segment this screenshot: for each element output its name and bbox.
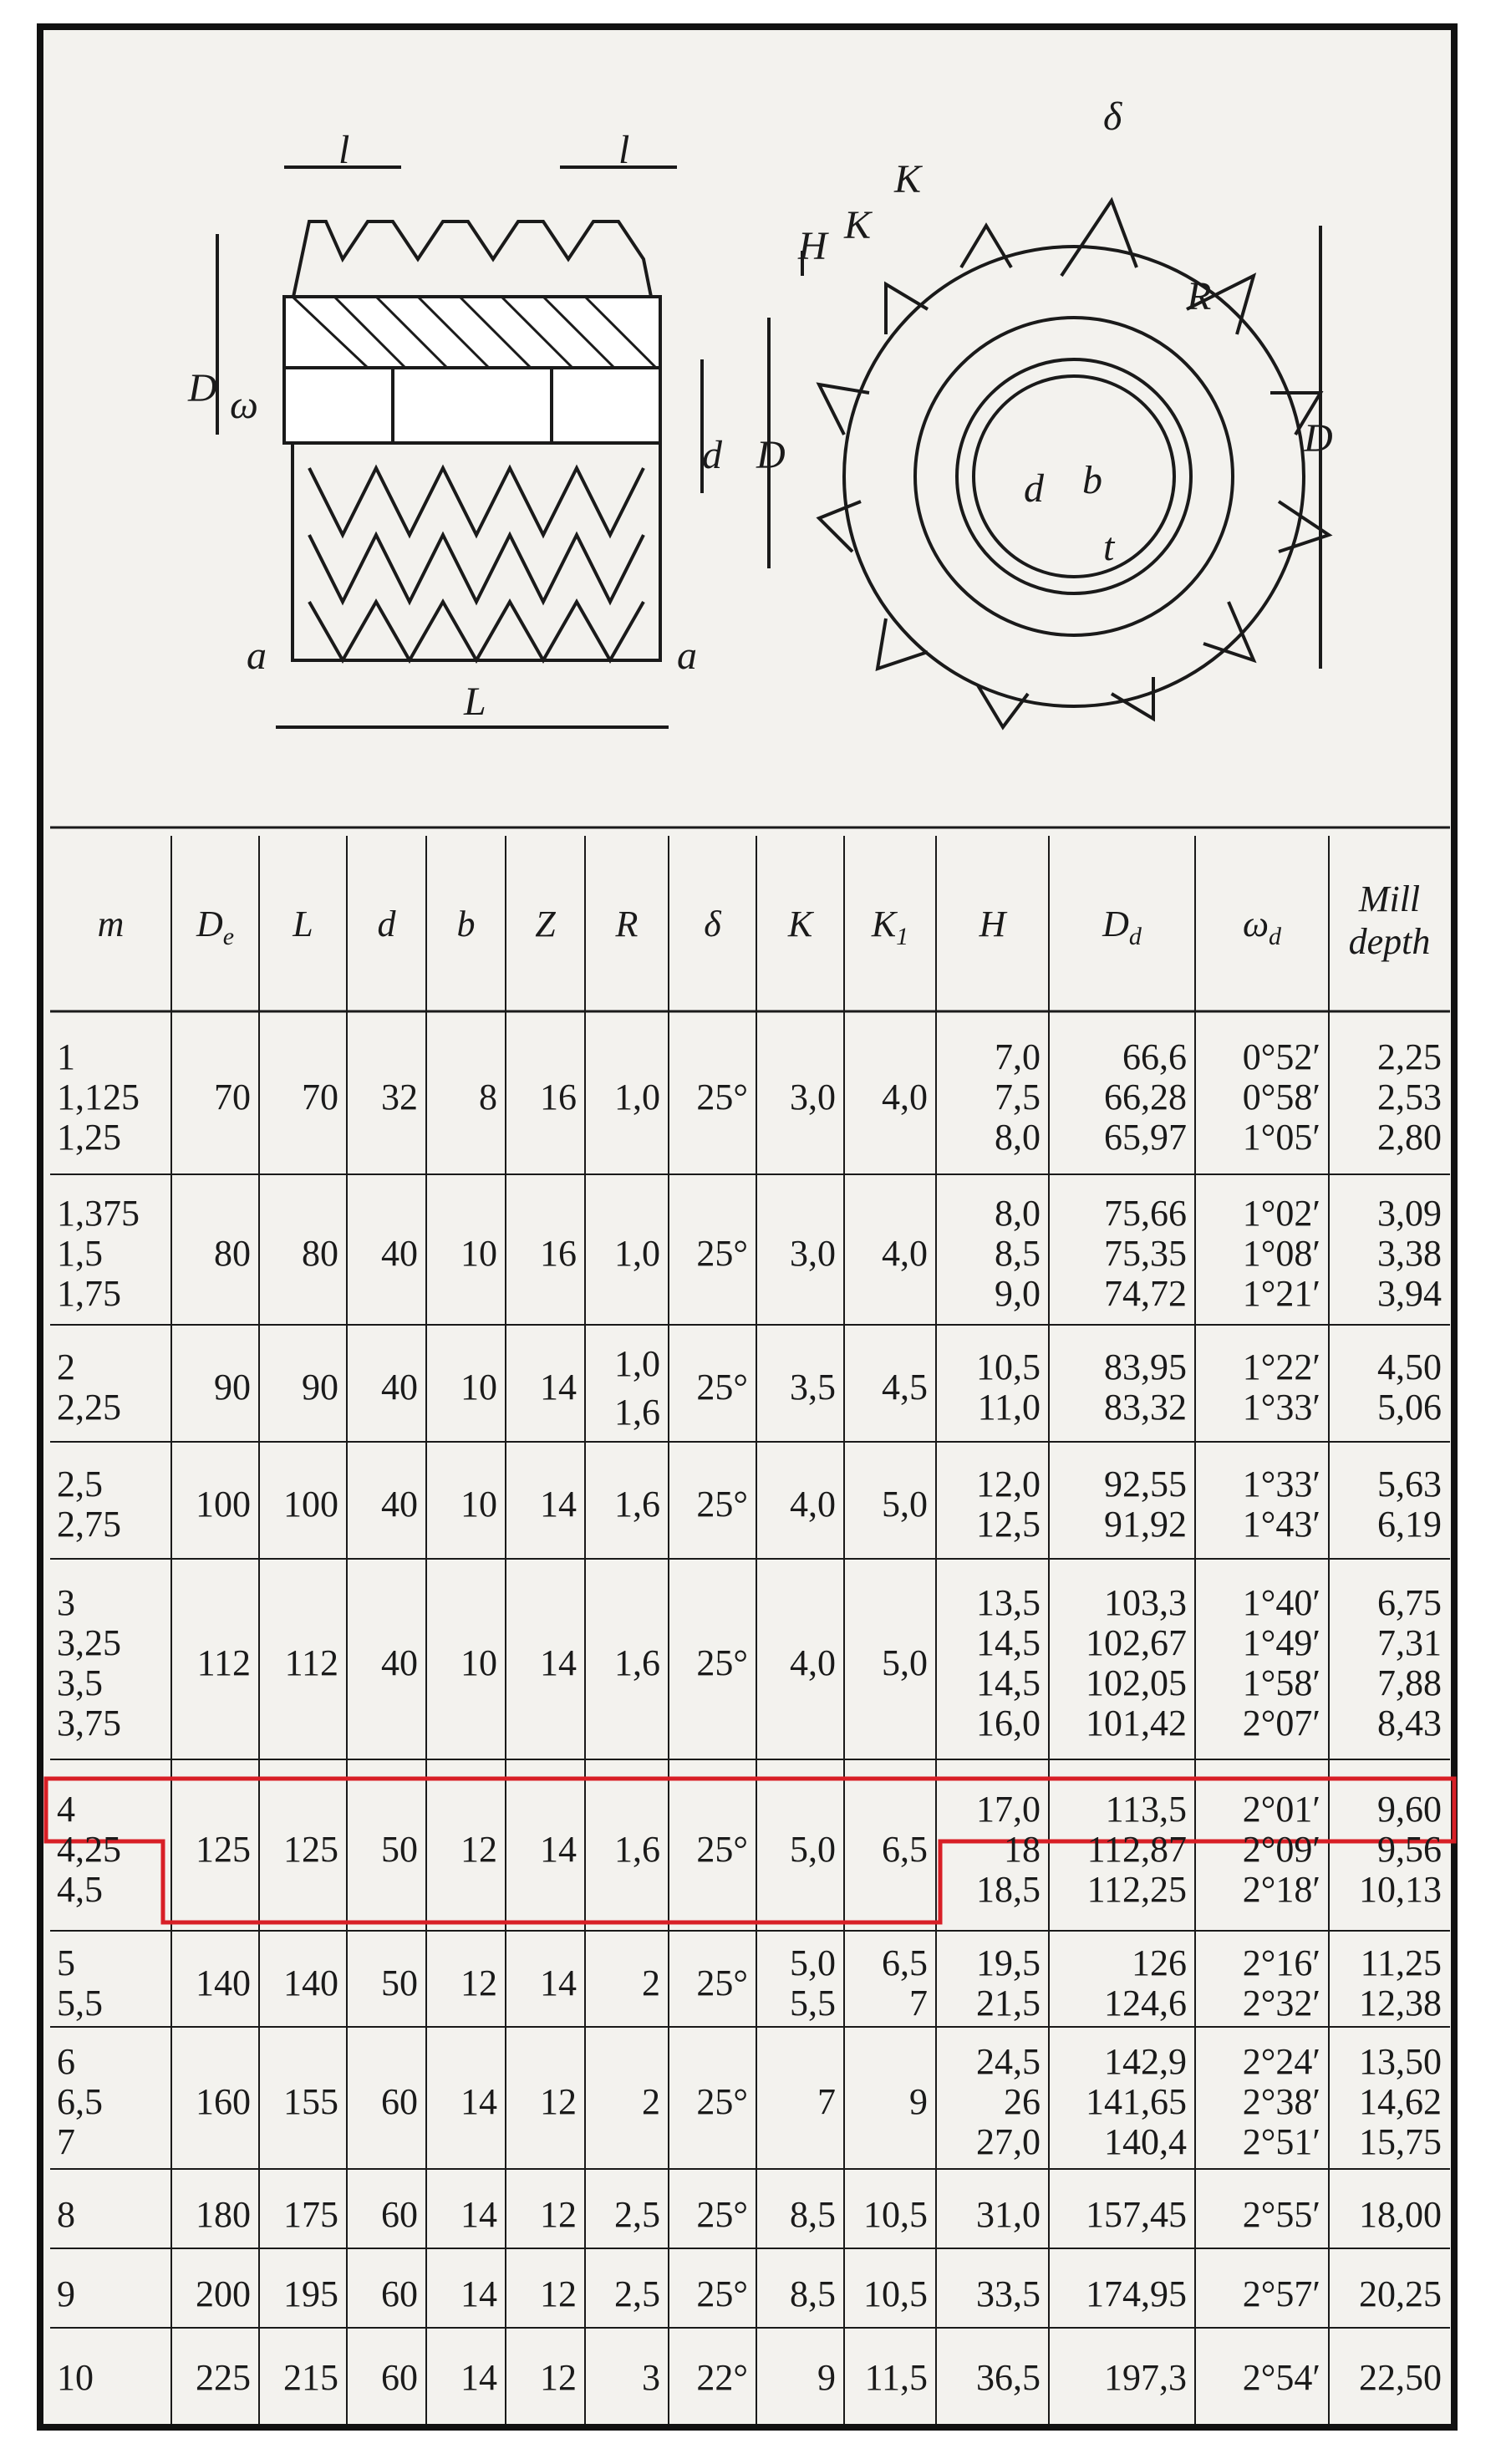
header-label: δ [704, 904, 721, 944]
table-cell: 200 [196, 2273, 251, 2314]
table-cell: 1,375 1,5 1,75 [57, 1193, 140, 1314]
table-cell: 112 [196, 1642, 251, 1683]
table-cell: 1 1,125 1,25 [57, 1036, 140, 1158]
table-cell: 60 [381, 2273, 418, 2314]
table-cell: 5,0 [882, 1484, 928, 1525]
table-cell: 70 [302, 1076, 338, 1117]
table-cell: 142,9 141,65 140,4 [1086, 2041, 1187, 2162]
table-cell: 4,0 [882, 1233, 928, 1274]
table-cell: 160 [196, 2081, 251, 2122]
column-header [1195, 903, 1329, 951]
table-cell: 9 [817, 2357, 836, 2398]
table-cell: 195 [283, 2273, 338, 2314]
table-cell: 10,5 11,0 [976, 1347, 1041, 1428]
table-cell: 1°33′ 1°43′ [1242, 1464, 1320, 1545]
table-cell: 40 [381, 1233, 418, 1274]
table-cell: 32 [381, 1076, 418, 1117]
table-cell: 14 [540, 1962, 577, 2003]
table-cell: 2 [642, 1962, 660, 2003]
table-cell: 2°55′ [1242, 2194, 1320, 2235]
table-cell: 1,6 [614, 1828, 660, 1870]
table-cell: 14 [460, 2357, 497, 2398]
table-cell: 175 [283, 2194, 338, 2235]
table-cell: 8,5 [790, 2194, 836, 2235]
table-cell: 13,50 14,62 15,75 [1359, 2041, 1442, 2162]
table-cell: 2°54′ [1242, 2357, 1320, 2398]
table-cell: 14 [460, 2081, 497, 2122]
svg-text:δ: δ [1103, 94, 1122, 139]
table-cell: 1,6 [614, 1642, 660, 1683]
table-cell: 66,6 66,28 65,97 [1104, 1036, 1187, 1158]
svg-text:t: t [1103, 525, 1115, 569]
table-cell: 1°02′ 1°08′ 1°21′ [1242, 1193, 1320, 1314]
table-cell: 80 [302, 1233, 338, 1274]
svg-text:D: D [188, 366, 217, 410]
table-cell: 5,0 [882, 1642, 928, 1683]
header-label: D [196, 904, 223, 944]
table-cell: 1,0 [614, 1076, 660, 1117]
table-cell: 6,5 7 [882, 1942, 928, 2024]
header-subscript: e [222, 922, 235, 950]
column-header [426, 903, 506, 945]
column-header [506, 903, 585, 945]
header-label: K [787, 904, 813, 944]
table-cell: 7,0 7,5 8,0 [995, 1036, 1041, 1158]
table-cell: 1,0 1,6 [614, 1343, 660, 1433]
table-cell: 70 [214, 1076, 251, 1117]
table-cell: 126 124,6 [1104, 1942, 1187, 2024]
table-cell: 25° [696, 2194, 748, 2235]
table-cell: 12 [540, 2273, 577, 2314]
table-cell: 25° [696, 1642, 748, 1683]
table-cell: 25° [696, 1828, 748, 1870]
svg-text:R: R [1187, 274, 1212, 318]
table-cell: 22° [696, 2357, 748, 2398]
table-cell: 75,66 75,35 74,72 [1104, 1193, 1187, 1314]
table-cell: 6,5 [882, 1828, 928, 1870]
table-cell: 14 [460, 2273, 497, 2314]
table-cell: 5,63 6,19 [1377, 1464, 1442, 1545]
column-header [259, 903, 347, 945]
table-cell: 16 [540, 1233, 577, 1274]
table-cell: 113,5 112,87 112,25 [1086, 1788, 1187, 1910]
table-cell: 125 [196, 1828, 251, 1870]
svg-text:a: a [677, 634, 697, 678]
table-cell: 50 [381, 1828, 418, 1870]
table-cell: 60 [381, 2194, 418, 2235]
table-cell: 14 [540, 1367, 577, 1408]
table-cell: 0°52′ 0°58′ 1°05′ [1242, 1036, 1320, 1158]
svg-text:d: d [702, 433, 722, 477]
column-header [171, 903, 259, 951]
table-cell: 11,25 12,38 [1359, 1942, 1442, 2024]
table-cell: 18,00 [1359, 2194, 1442, 2235]
header-label: d [377, 904, 396, 944]
table-cell: 12 [540, 2081, 577, 2122]
table-cell: 8,0 8,5 9,0 [995, 1193, 1041, 1314]
table-cell: 36,5 [976, 2357, 1041, 2398]
table-cell: 4,0 [790, 1484, 836, 1525]
table-cell: 24,5 26 27,0 [976, 2041, 1041, 2162]
table-cell: 3,0 [790, 1233, 836, 1274]
table-cell: 5,0 [790, 1828, 836, 1870]
table-cell: 2 2,25 [57, 1347, 121, 1428]
table-cell: 80 [214, 1233, 251, 1274]
header-subscript: d [1269, 922, 1282, 950]
table-cell: 3,5 [790, 1367, 836, 1408]
column-header [669, 903, 756, 945]
table-cell: 25° [696, 1367, 748, 1408]
header-label: Z [535, 904, 556, 944]
column-header [936, 903, 1049, 945]
table-cell: 4,5 [882, 1367, 928, 1408]
table-cell: 10 [460, 1484, 497, 1525]
table-cell: 4 4,25 4,5 [57, 1788, 121, 1910]
table-cell: 19,5 21,5 [976, 1942, 1041, 2024]
table-cell: 2,5 [614, 2273, 660, 2314]
table-cell: 25° [696, 1484, 748, 1525]
svg-text:K: K [894, 157, 922, 201]
column-header [1049, 903, 1195, 951]
header-label: D [1102, 904, 1129, 944]
svg-text:l: l [618, 128, 630, 172]
table-cell: 25° [696, 2273, 748, 2314]
table-cell: 10 [460, 1642, 497, 1683]
table-cell: 11,5 [864, 2357, 928, 2398]
table-cell: 7 [817, 2081, 836, 2122]
table-cell: 4,50 5,06 [1377, 1347, 1442, 1428]
column-header [347, 903, 426, 945]
table-cell: 100 [283, 1484, 338, 1525]
table-cell: 197,3 [1104, 2357, 1187, 2398]
table-cell: 215 [283, 2357, 338, 2398]
table-cell: 90 [214, 1367, 251, 1408]
svg-text:H: H [798, 224, 827, 268]
table-cell: 3 [642, 2357, 660, 2398]
table-cell: 14 [540, 1484, 577, 1525]
table-cell: 9,60 9,56 10,13 [1359, 1788, 1442, 1910]
table-cell: 10 [57, 2357, 94, 2398]
table-cell: 9 [909, 2081, 928, 2122]
table-cell: 140 [283, 1962, 338, 2003]
table-cell: 12 [540, 2194, 577, 2235]
svg-text:d: d [1024, 466, 1044, 511]
table-cell: 180 [196, 2194, 251, 2235]
table-cell: 3,09 3,38 3,94 [1377, 1193, 1442, 1314]
table-cell: 103,3 102,67 102,05 101,42 [1086, 1582, 1187, 1744]
header-subscript: 1 [896, 922, 909, 950]
table-cell: 174,95 [1086, 2273, 1187, 2314]
table-cell: 83,95 83,32 [1104, 1347, 1187, 1428]
table-cell: 9 [57, 2273, 75, 2314]
header-label: K [871, 904, 897, 944]
table-cell: 22,50 [1359, 2357, 1442, 2398]
table-cell: 1,0 [614, 1233, 660, 1274]
table-cell: 25° [696, 1076, 748, 1117]
header-label: ω [1242, 904, 1269, 944]
table-cell: 12 [460, 1962, 497, 2003]
svg-text:ω: ω [230, 383, 258, 427]
header-subscript: d [1128, 922, 1142, 950]
table-cell: 25° [696, 2081, 748, 2122]
header-label: R [615, 904, 639, 944]
table-cell: 33,5 [976, 2273, 1041, 2314]
table-cell: 125 [283, 1828, 338, 1870]
table-cell: 60 [381, 2081, 418, 2122]
table-cell: 3 3,25 3,5 3,75 [57, 1582, 121, 1744]
table-cell: 225 [196, 2357, 251, 2398]
table-cell: 2°24′ 2°38′ 2°51′ [1242, 2041, 1320, 2162]
table-cell: 2,25 2,53 2,80 [1377, 1036, 1442, 1158]
table-cell: 40 [381, 1367, 418, 1408]
header-label: L [293, 904, 313, 944]
table-cell: 112 [284, 1642, 338, 1683]
table-cell: 14 [540, 1828, 577, 1870]
table-cell: 12,0 12,5 [976, 1464, 1041, 1545]
table-cell: 2 [642, 2081, 660, 2122]
table-cell: 12 [460, 1828, 497, 1870]
table-cell: 12 [540, 2357, 577, 2398]
svg-text:L: L [464, 680, 486, 724]
table-cell: 2,5 2,75 [57, 1464, 121, 1545]
table-cell: 10,5 [863, 2194, 928, 2235]
table-cell: 6 6,5 7 [57, 2041, 103, 2162]
table-cell: 40 [381, 1642, 418, 1683]
table-cell: 8 [57, 2194, 75, 2235]
header-label: b [456, 904, 476, 944]
table-cell: 50 [381, 1962, 418, 2003]
table-cell: 14 [460, 2194, 497, 2235]
table-cell: 10,5 [863, 2273, 928, 2314]
table-cell: 8,5 [790, 2273, 836, 2314]
table-cell: 31,0 [976, 2194, 1041, 2235]
svg-text:l: l [338, 128, 350, 172]
table-cell: 17,0 18 18,5 [976, 1788, 1041, 1910]
table-cell: 5 5,5 [57, 1942, 103, 2024]
column-header [50, 903, 171, 945]
table-cell: 1°22′ 1°33′ [1242, 1347, 1320, 1428]
table-cell: 40 [381, 1484, 418, 1525]
table-cell: 25° [696, 1233, 748, 1274]
column-header [756, 903, 844, 945]
table-cell: 92,55 91,92 [1104, 1464, 1187, 1545]
table-cell: 2°01′ 2°09′ 2°18′ [1242, 1788, 1320, 1910]
column-header [844, 903, 936, 951]
header-label: m [97, 904, 125, 944]
table-cell: 13,5 14,5 14,5 16,0 [976, 1582, 1041, 1744]
table-cell: 10 [460, 1233, 497, 1274]
svg-text:b: b [1082, 458, 1102, 502]
table-cell: 5,0 5,5 [790, 1942, 836, 2024]
table-cell: 100 [196, 1484, 251, 1525]
table-cell: 2°16′ 2°32′ [1242, 1942, 1320, 2024]
header-label: H [979, 904, 1006, 944]
table-cell: 10 [460, 1367, 497, 1408]
table-cell: 155 [283, 2081, 338, 2122]
header-label: Mill depth [1348, 878, 1431, 962]
table-cell: 4,0 [882, 1076, 928, 1117]
table-cell: 2,5 [614, 2194, 660, 2235]
table-cell: 25° [696, 1962, 748, 2003]
table-cell: 60 [381, 2357, 418, 2398]
table-cell: 14 [540, 1642, 577, 1683]
table-cell: 157,45 [1086, 2194, 1187, 2235]
svg-text:a: a [247, 634, 267, 678]
table-cell: 90 [302, 1367, 338, 1408]
column-header [1329, 878, 1450, 963]
table-cell: 16 [540, 1076, 577, 1117]
table-cell: 2°57′ [1242, 2273, 1320, 2314]
table-cell: 6,75 7,31 7,88 8,43 [1377, 1582, 1442, 1744]
table-cell: 1,6 [614, 1484, 660, 1525]
table-cell: 140 [196, 1962, 251, 2003]
table-cell: 3,0 [790, 1076, 836, 1117]
table-cell: 8 [479, 1076, 497, 1117]
svg-text:D: D [1304, 416, 1333, 461]
table-cell: 4,0 [790, 1642, 836, 1683]
table-cell: 1°40′ 1°49′ 1°58′ 2°07′ [1242, 1582, 1320, 1744]
table-cell: 20,25 [1359, 2273, 1442, 2314]
svg-text:D: D [756, 433, 786, 477]
column-header [585, 903, 669, 945]
svg-text:K: K [844, 203, 872, 247]
